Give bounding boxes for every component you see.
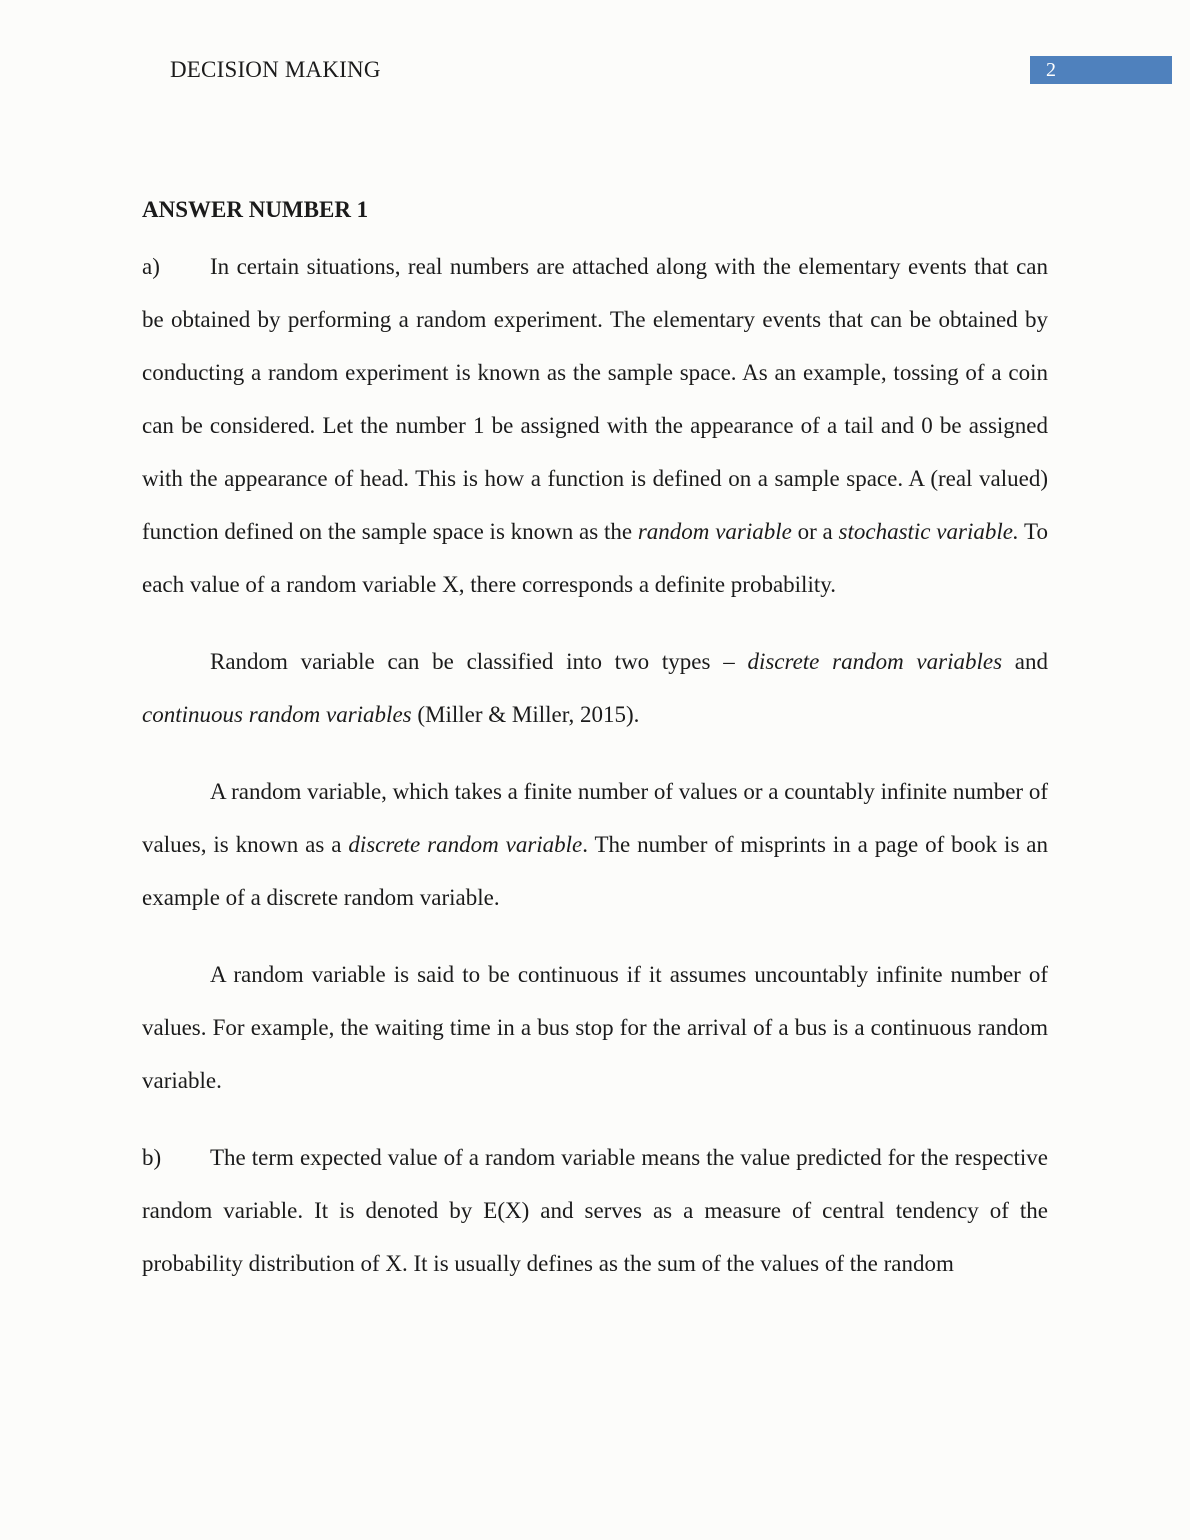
paragraph	[142, 635, 1048, 741]
text-run: Random variable can be classified into two types –	[210, 649, 748, 674]
text-run: The term expected value of a random variable means the value predicted for the respective random variable. It is denoted by E(X) and serves as a measure of central tendency of the probability distribution of X. It is usually defines as the sum of the values of the random	[142, 1145, 1048, 1276]
italic-text-run: stochastic variable.	[838, 519, 1019, 544]
text-run: In certain situations, real numbers are attached along with the elementary events that can be obtained by performing a random experiment. The elementary events that can be obtained by conducting a random experiment is known as the sample space. As an example, tossing of a coin can be considered. Let the number 1 be assigned with the appearance of a tail and 0 be assigned with the appearance of head. This is how a function is defined on a sample space. A (real valued) function defined on the sample space is known as the	[142, 254, 1048, 544]
running-head: DECISION MAKING	[170, 57, 381, 82]
section-heading: ANSWER NUMBER 1	[142, 197, 369, 222]
text-run: A random variable is said to be continuous if it assumes uncountably infinite number of values. For example, the waiting time in a bus stop for the arrival of a bus is a continuous random variable.	[142, 962, 1048, 1093]
italic-text-run: discrete random variable	[348, 832, 583, 857]
italic-text-run: continuous random variables	[142, 702, 412, 727]
paragraph-label: b)	[142, 1145, 162, 1170]
text-run: (Miller & Miller, 2015).	[411, 702, 640, 727]
italic-text-run: discrete random variables	[747, 649, 1003, 674]
paragraph-label: a)	[142, 254, 160, 279]
page-number: 2	[1046, 59, 1056, 81]
text-run: . The number of misprints in a page of book is an example of a discrete random variable.	[142, 832, 1048, 910]
paragraph	[142, 765, 1048, 924]
text-run: and	[1002, 649, 1048, 674]
paragraph	[142, 240, 1048, 611]
paragraph	[142, 948, 1048, 1107]
document-body	[142, 183, 1048, 1314]
page-number-box	[1030, 56, 1172, 84]
italic-text-run: random variable	[637, 519, 792, 544]
text-run: A random variable, which takes a finite number of values or a countably infinite number of values, is known as a	[142, 779, 1048, 857]
paragraph	[142, 1131, 1048, 1290]
text-run: or a	[791, 519, 839, 544]
text-run: To each value of a random variable X, there corresponds a definite probability.	[142, 519, 1049, 597]
